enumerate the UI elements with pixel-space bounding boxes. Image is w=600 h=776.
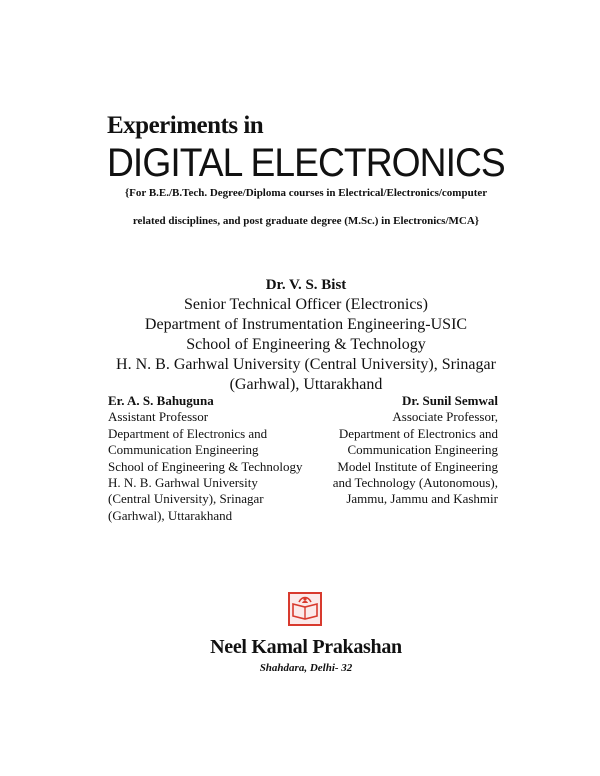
left-author-block <box>108 393 303 524</box>
lead-author-line: Senior Technical Officer (Electronics) <box>184 296 428 313</box>
publisher-logo-icon <box>288 592 322 626</box>
right-author-line: Department of Electronics and <box>338 425 498 441</box>
lead-author-line: Department of Instrumentation Engineering-USIC <box>144 316 468 333</box>
lead-author-line: (Garhwal), Uttarakhand <box>229 376 383 393</box>
publisher-place: Shahdara, Delhi- 32 <box>259 662 353 674</box>
left-author-line: School of Engineering & Technology <box>108 458 303 474</box>
right-author-line: Model Institute of Engineering <box>337 458 498 474</box>
right-author-line: and Technology (Autonomous), <box>332 475 498 491</box>
right-author-block <box>310 393 498 508</box>
left-author-line: (Garhwal), Uttarakhand <box>108 507 233 523</box>
right-author-line: Communication Engineering <box>347 442 498 458</box>
right-author-line: Associate Professor, <box>392 409 498 425</box>
lead-author-name: Dr. V. S. Bist <box>265 277 347 293</box>
lead-author-line: H. N. B. Garhwal University (Central University), Srinagar <box>116 356 496 373</box>
publisher-name: Neel Kamal Prakashan <box>210 636 402 658</box>
subtitle-line-1: {For B.E./B.Tech. Degree/Diploma courses in Electrical/Electronics/computer <box>124 187 488 199</box>
lead-author-block <box>100 275 512 395</box>
right-author-name: Dr. Sunil Semwal <box>402 393 498 408</box>
book-title: DIGITAL ELECTRONICS <box>107 141 505 185</box>
subtitle-line-2: related disciplines, and post graduate degree (M.Sc.) in Electronics/MCA} <box>132 215 480 227</box>
left-author-line: (Central University), Srinagar <box>108 491 264 507</box>
title-prefix: Experiments in <box>107 112 264 139</box>
left-author-line: Department of Electronics and <box>108 425 268 441</box>
left-author-line: H. N. B. Garhwal University <box>108 475 258 491</box>
left-author-line: Assistant Professor <box>108 409 209 425</box>
lead-author-line: School of Engineering & Technology <box>186 336 426 353</box>
left-author-line: Communication Engineering <box>108 442 259 458</box>
left-author-name: Er. A. S. Bahuguna <box>108 393 214 408</box>
right-author-line: Jammu, Jammu and Kashmir <box>346 491 498 507</box>
